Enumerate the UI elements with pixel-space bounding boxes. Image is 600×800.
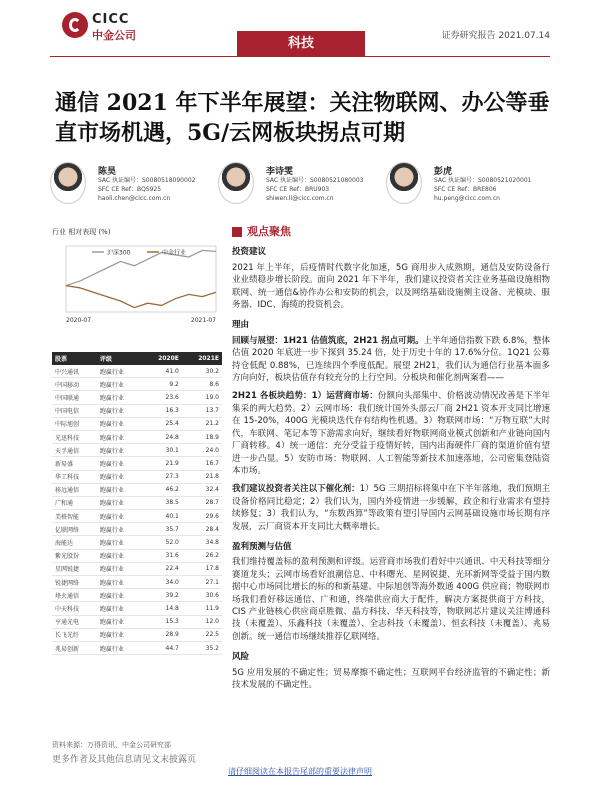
table-cell: 中际旭创 [52,417,97,430]
table-row [52,430,222,443]
table-cell: 22.5 [182,628,222,641]
table-cell: 14.8 [142,602,182,615]
table-cell: 跑赢行业 [97,602,142,615]
author-email[interactable]: hu.peng@cicc.com.cn [434,195,500,202]
sidebar-source-note: 资料来源：万得资讯，中金公司研究部 [52,741,171,749]
report-type-date: 证券研究报告 2021.07.14 [441,31,550,41]
author-name: 陈昊 [98,167,117,177]
table-cell: 32.4 [182,483,222,496]
table-row [52,549,222,562]
table-row [52,523,222,536]
table-cell: 跑赢行业 [97,430,142,443]
table-cell: 新易盛 [52,457,97,470]
table-cell: 中天科技 [52,602,97,615]
author-sfc-ref: SFC CE Ref：BRE806 [434,186,497,193]
table-cell: 27.3 [142,470,182,483]
table-cell: 22.4 [142,562,182,575]
table-row [52,378,222,391]
table-cell: 27.1 [182,576,222,589]
table-cell: 18.9 [182,430,222,443]
table-cell: 华工科技 [52,470,97,483]
table-cell: 9.2 [142,378,182,391]
reason-paragraph-3 [232,483,550,533]
table-cell: 跑赢行业 [97,576,142,589]
table-cell: 跑赢行业 [97,496,142,509]
table-cell: 31.6 [142,549,182,562]
author-sfc-ref: SFC CE Ref：BQS925 [98,186,162,193]
table-cell: 8.6 [182,378,222,391]
table-cell: 11.9 [182,602,222,615]
invest-text: 2021 年上半年，后疫情时代数字化加速，5G 商用步入成熟期，通信及安防设备行业业绩稳步增长阶段。面向 2021 年下半年，我们建议投资者关注业务基础设施相物联网、统一通信&协作办公和安防的机会，以及网络基础设施侧主设备、光模块、服务器、IDC、海缆的投资机会。 [232,262,550,311]
table-cell: 广和通 [52,496,97,509]
table-cell: 锐捷网络 [52,576,97,589]
table-header-cell: 2020E [142,352,182,365]
author-sfc-ref: SFC CE Ref：BRU903 [266,186,330,193]
reason-p3-body: 1）5G 三期招标将集中在下半年落地，我们预期主设备价格同比稳定；2）我们认为，国内外疫情进一步缓解，政企和行业需求有望持续修复；3）我们认为，“东数西算”等政策有望引导国内云网基础设施市场长期有序发展，云厂商资本开支同比大概率增长。 [232,484,550,532]
table-cell: 跑赢行业 [97,641,142,654]
table-cell: 28.7 [182,496,222,509]
reason-p2-lead: 2H21 各板块趋势：1）运营商市场： [232,391,378,402]
table-cell: 跑赢行业 [97,549,142,562]
table-row [52,365,222,378]
table-header-cell: 2021E [182,352,222,365]
table-cell: 跑赢行业 [97,404,142,417]
table-cell: 44.7 [142,641,182,654]
table-cell: 21.9 [142,457,182,470]
table-cell: 光迅科技 [52,430,97,443]
table-cell: 紫光股份 [52,549,97,562]
table-cell: 跑赢行业 [97,562,142,575]
square-bullet-icon [232,227,242,237]
table-header-cell: 评级 [97,352,142,365]
reason-p2-body: 份额向头部集中、价格波动情况改善是下半年集采的两大趋势。2）云网市场：我们统计国外头部云厂商 2H21 资本开支同比增速在 15-20%，400G 光模块迭代存有结构性机遇。3）物联网市场：“万物互联”大时代，车联网、笔记本等下游需求向好，继续看好物联网商业模式创新和产业链向国内厂商转移。4）统一通信：充分受益于疫情好转，国内出海硬件厂商的渠道价值有望进一步凸显。5）安防市场：物联网、人工智能等新技术加速落地，公司密集登陆资本市场。 [232,391,550,476]
more-info-note: 更多作者及其他信息请见文末披露页 [52,755,197,765]
table-cell: 23.6 [142,391,182,404]
table-cell: 兆易创新 [52,641,97,654]
table-cell: 39.2 [142,589,182,602]
table-cell: 41.0 [142,365,182,378]
author-sac-id: SAC 执证编号：S0080521080003 [266,177,364,184]
x-tick-label: 2020-07 [66,317,92,324]
table-cell: 24.8 [142,430,182,443]
author-card-2 [218,162,378,212]
table-cell: 跑赢行业 [97,523,142,536]
table-row [52,510,222,523]
table-cell: 烽火通信 [52,589,97,602]
chart-header: 行业 相对表现 (%) [52,228,111,236]
valuation-table [52,352,222,655]
table-cell: 跑赢行业 [97,365,142,378]
reason-p1-lead: 回顾与展望：1H21 估值筑底，2H21 拐点可期。 [232,335,424,346]
table-cell: 跑赢行业 [97,378,142,391]
table-cell: 中兴通讯 [52,365,97,378]
table-cell: 跑赢行业 [97,470,142,483]
table-cell: 16.7 [182,457,222,470]
table-cell: 跑赢行业 [97,628,142,641]
header-divider [50,56,550,57]
table-header-row [52,352,222,365]
earnings-text: 我们维持覆盖标的盈利预测和评级。运营商市场我们看好中兴通讯、中天科技等细分赛道龙头；云网市场看好浪潮信息、中科曙光、星网锐捷、光环新网等受益于国内数据中心市场同比增长的标的和新基建、中际旭创等海外数通 400G 供应商；物联网市场我们看好移远通信、广和通，终端供应商大于配件，解决方案提供商于方科技，CIS 产业链核心供应商卓胜微、晶方科技、华天科技等，物联网芯片建议关注博通科技（未覆盖）、乐鑫科技（未覆盖）、全志科技（未覆盖）、恒玄科技（未覆盖）、兆易创新。统一通信市场继续推荐亿联网络。 [232,557,550,642]
table-cell: 星网锐捷 [52,562,97,575]
table-cell: 天孚通信 [52,444,97,457]
table-cell: 46.2 [142,483,182,496]
table-cell: 21.2 [182,417,222,430]
table-row [52,628,222,641]
table-cell: 长飞光纤 [52,628,97,641]
table-cell: 21.8 [182,470,222,483]
table-row [52,615,222,628]
author-avatar [386,162,422,204]
author-sac-id: SAC 执证编号：S0080518090002 [98,177,196,184]
risk-heading: 风险 [232,652,250,663]
table-cell: 30.6 [182,589,222,602]
table-cell: 15.3 [142,615,182,628]
legal-notice-link[interactable]: 请仔细阅读在本报告尾部的重要法律声明 [228,767,372,776]
table-cell: 26.2 [182,549,222,562]
table-row [52,417,222,430]
table-cell: 12.0 [182,615,222,628]
table-cell: 中国电信 [52,404,97,417]
main-content [232,226,550,693]
table-cell: 35.7 [142,523,182,536]
risk-text: 5G 应用发展的不确定性；贸易摩擦不确定性；互联网平台经济监管的不确定性；新技术发展的不确定性。 [232,667,550,690]
table-cell: 跑赢行业 [97,417,142,430]
series-line-0 [66,250,216,285]
table-row [52,589,222,602]
table-row [52,641,222,654]
table-cell: 跑赢行业 [97,615,142,628]
table-cell: 29.6 [182,510,222,523]
table-cell: 40.1 [142,510,182,523]
table-cell: 19.0 [182,391,222,404]
logo-text-en: CICC [92,12,130,27]
table-cell: 中国移动 [52,378,97,391]
author-email[interactable]: shiwen.li@cicc.com.cn [266,195,334,202]
reason-heading: 理由 [232,320,250,331]
table-cell: 跑赢行业 [97,391,142,404]
table-row [52,536,222,549]
table-cell: 海能达 [52,536,97,549]
table-cell: 跑赢行业 [97,444,142,457]
author-sac-id: SAC 执证编号：S0080521020001 [434,177,532,184]
table-cell: 38.5 [142,496,182,509]
table-cell: 亿联网络 [52,523,97,536]
report-title: 通信 2021 年下半年展望：关注物联网、办公等垂直市场机遇，5G/云网板块拐点可期 [55,90,550,146]
table-cell: 30.1 [142,444,182,457]
table-cell: 28.9 [142,628,182,641]
relative-performance-chart [52,236,222,328]
table-cell: 美格智能 [52,510,97,523]
table-cell: 跑赢行业 [97,510,142,523]
reason-paragraph-1 [232,335,550,385]
author-avatar [218,162,254,204]
logo-text-cn: 中金公司 [92,29,136,42]
cicc-logo-icon [62,12,88,38]
table-cell: 34.0 [142,576,182,589]
table-cell: 跑赢行业 [97,457,142,470]
sector-badge: 科技 [237,31,365,57]
viewpoint-heading [232,226,550,238]
legend-label: 中金行业 [162,249,187,257]
table-cell: 跑赢行业 [97,483,142,496]
table-cell: 25.4 [142,417,182,430]
invest-heading: 投资建议 [232,247,267,258]
table-cell: 移远通信 [52,483,97,496]
reason-paragraph-2 [232,390,550,477]
table-row [52,496,222,509]
table-cell: 13.7 [182,404,222,417]
author-name: 李诗雯 [266,167,294,177]
viewpoint-heading-text: 观点聚焦 [247,225,291,238]
table-row [52,391,222,404]
x-tick-label: 2021-07 [190,317,216,324]
table-cell: 17.8 [182,562,222,575]
author-avatar [50,162,86,204]
table-row [52,470,222,483]
table-cell: 52.0 [142,536,182,549]
table-cell: 跑赢行业 [97,589,142,602]
author-card-1 [50,162,210,212]
series-line-1 [66,286,216,308]
table-cell: 中国联通 [52,391,97,404]
author-email[interactable]: haoli.chen@cicc.com.cn [98,195,171,202]
table-row [52,404,222,417]
reason-p3-lead: 我们建议投资者关注以下催化剂： [232,484,360,495]
table-row [52,444,222,457]
reason-p1-body: 上半年通信指数下跌 6.8%，整体估值 2020 年底进一步下探到 35.24 倍，处于历史十年的 17.6%分位。1Q21 公募持仓低配 0.88%，已连续四个季度低配。展望 2H21，我们认为通信行业基本面多方向向好，板块估值存有较充分的上行空间。分板块和催化剂两案看—— [232,335,550,384]
table-cell: 24.0 [182,444,222,457]
table-cell: 跑赢行业 [97,536,142,549]
table-row [52,602,222,615]
earnings-heading: 盈利预测与估值 [232,541,292,552]
table-cell: 35.2 [182,641,222,654]
author-name: 彭虎 [434,167,453,177]
author-card-3 [386,162,546,212]
table-row [52,576,222,589]
table-row [52,562,222,575]
table-cell: 28.4 [182,523,222,536]
table-row [52,483,222,496]
table-cell: 亨通光电 [52,615,97,628]
table-row [52,457,222,470]
table-cell: 16.3 [142,404,182,417]
table-cell: 30.2 [182,365,222,378]
table-header-cell: 股票 [52,352,97,365]
table-cell: 34.8 [182,536,222,549]
chart-frame [66,246,216,312]
legend-label: 沪深300 [107,249,131,257]
